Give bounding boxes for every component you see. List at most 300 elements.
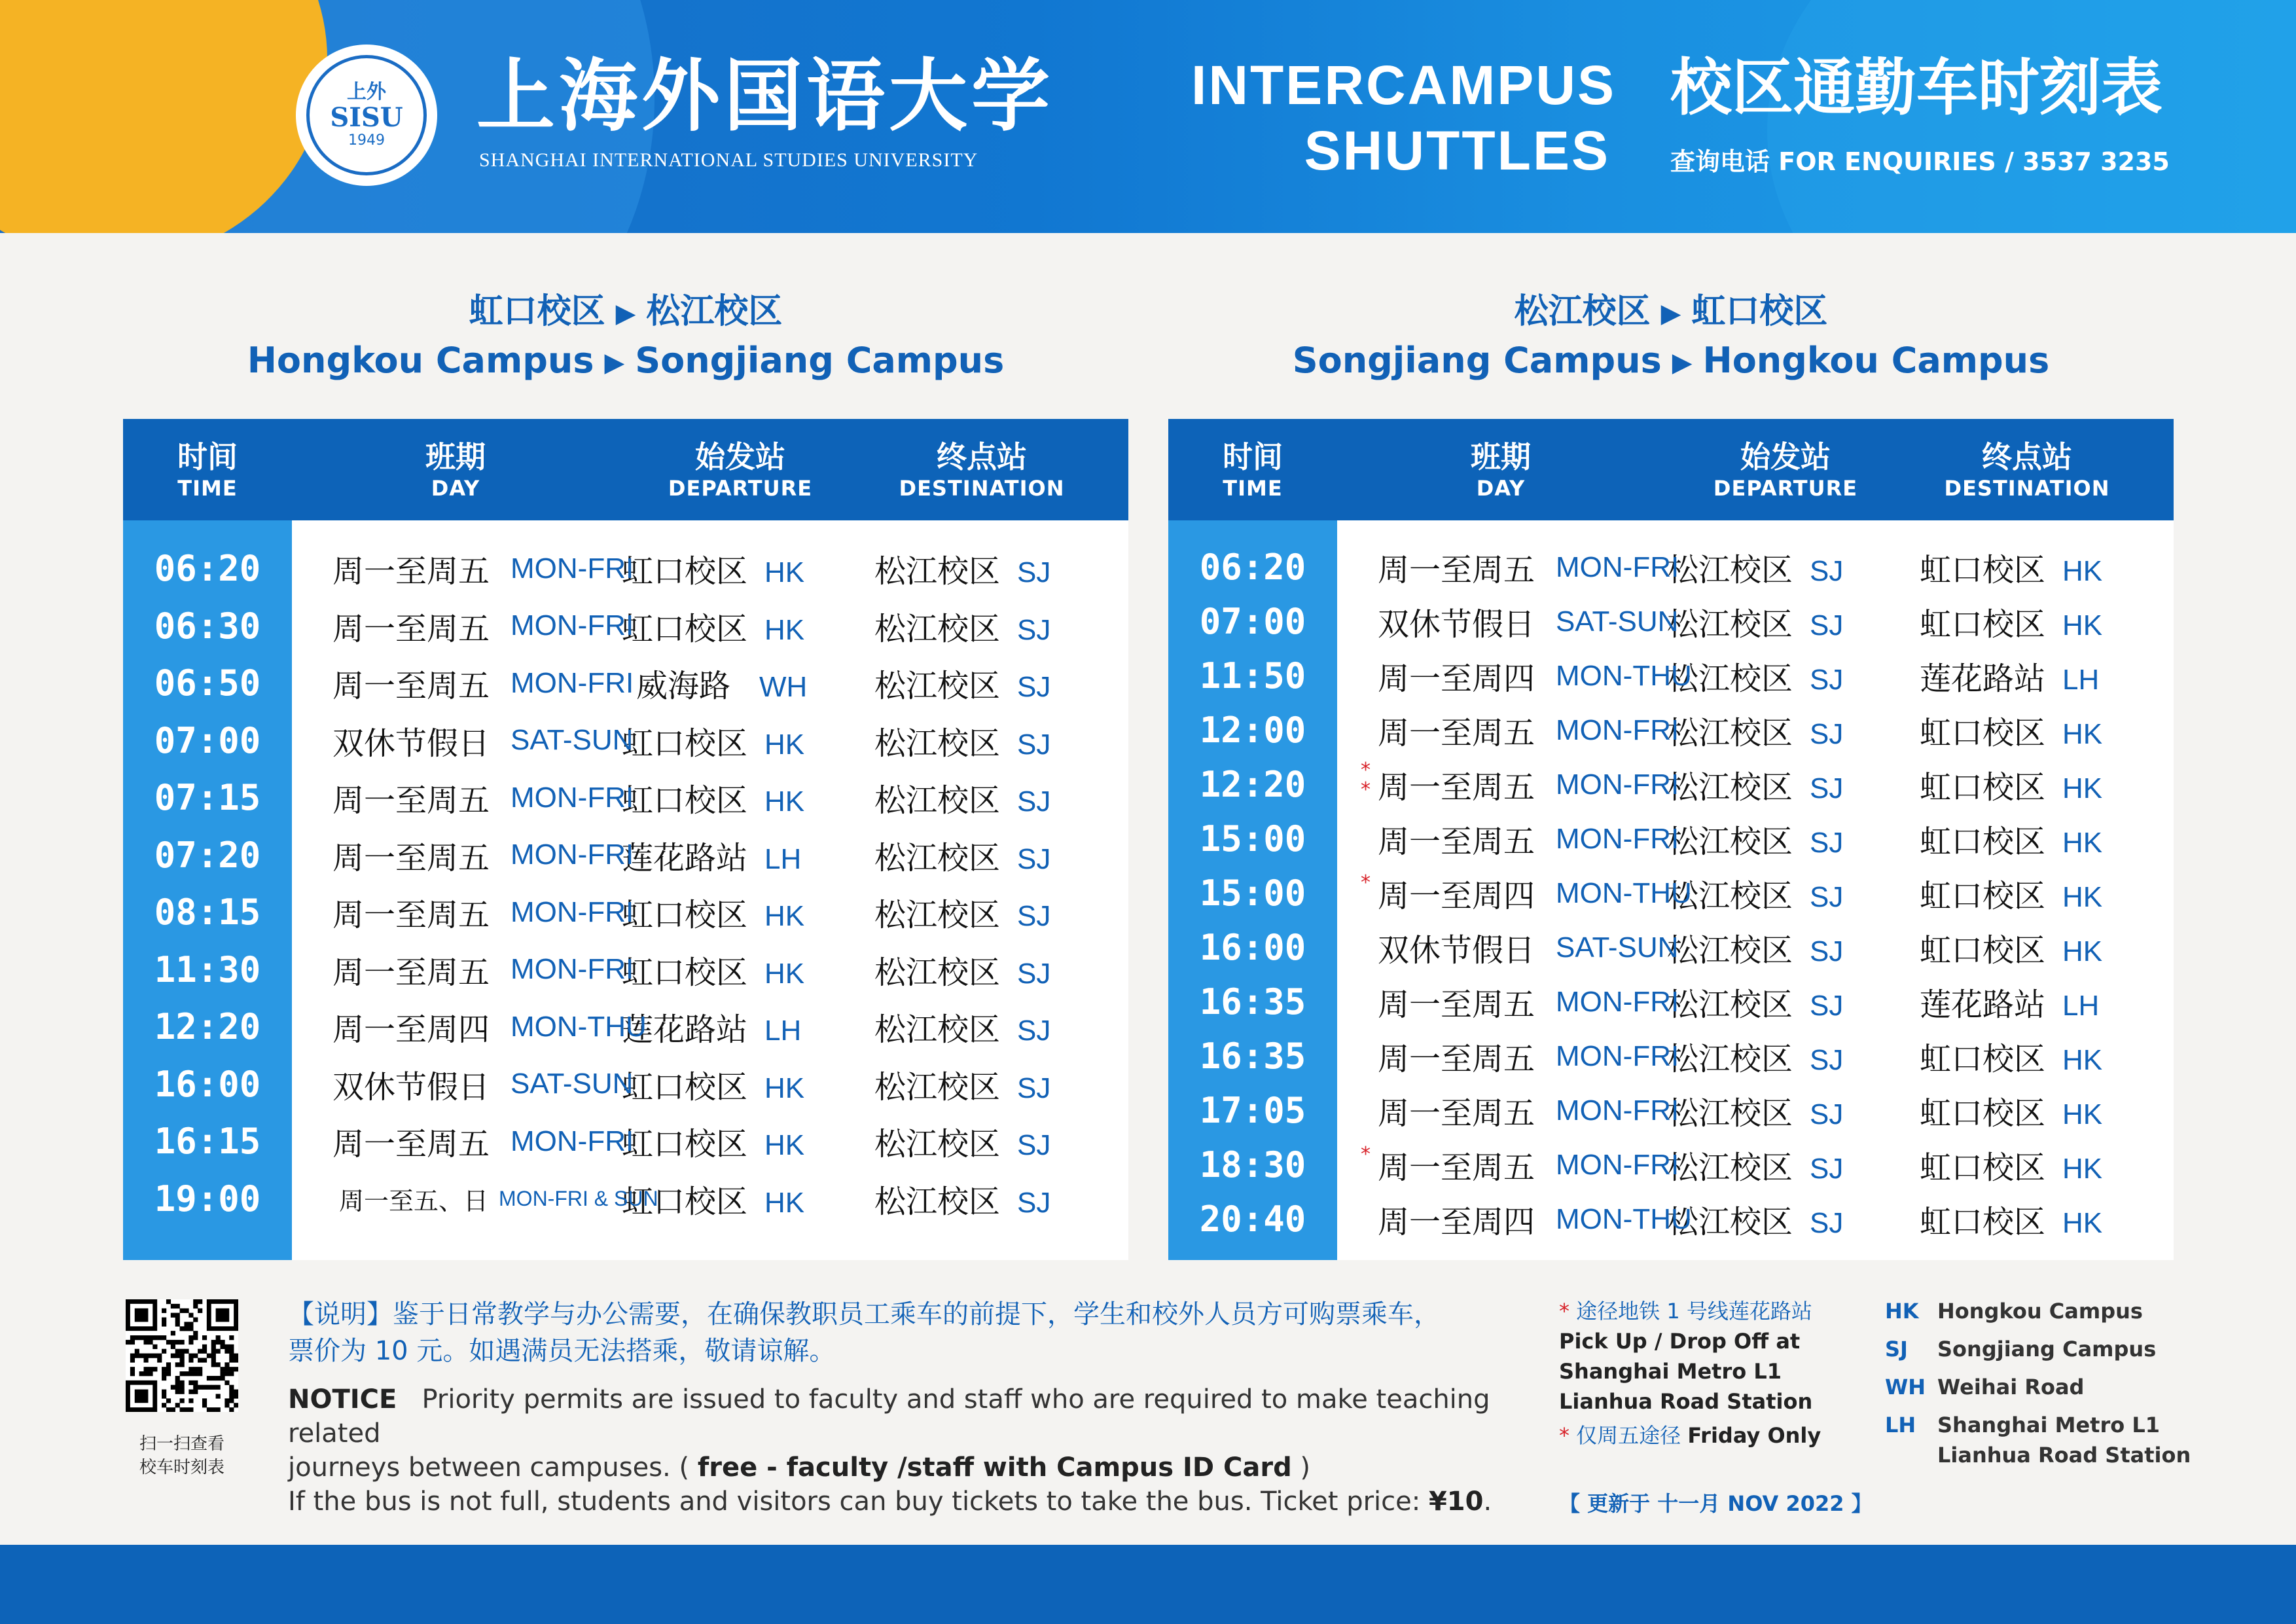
col-departure <box>619 419 861 520</box>
route-right-from-cn: 松江校区 <box>1514 292 1651 331</box>
row-time: 16:35 <box>1199 1036 1306 1077</box>
row-day-en: MON-FRI <box>1556 1094 1679 1127</box>
row-destination-code: HK <box>2062 1153 2103 1185</box>
row-destination <box>861 1062 1102 1107</box>
col-day-en: DAY <box>431 475 480 501</box>
route-left-to-cn: 松江校区 <box>646 292 783 331</box>
row-departure <box>619 833 861 878</box>
row-day-cn: 周一至周四 <box>1378 878 1535 914</box>
row-destination-cn: 虹口校区 <box>1920 1204 2046 1240</box>
row-departure-cn: 虹口校区 <box>622 1183 748 1220</box>
notice-cn-line2: 票价为 10 元。如遇满员无法搭乘，敬请谅解。 <box>288 1336 836 1366</box>
row-time: 12:20 <box>1199 764 1306 805</box>
notice-label: NOTICE <box>288 1384 397 1415</box>
row-day-en: MON-FRI <box>1556 713 1679 746</box>
row-day-cn: 周一至周五 <box>1378 1149 1535 1186</box>
col-time-en: TIME <box>177 475 238 501</box>
star-icon: * <box>1361 871 1371 894</box>
row-destination-code: HK <box>2062 1044 2103 1076</box>
table-row <box>1168 649 2174 703</box>
row-departure-cn: 莲花路站 <box>622 1011 748 1049</box>
row-day-cn: 周一至周五 <box>1378 552 1535 588</box>
row-day-cn: 周一至周五 <box>1378 823 1535 860</box>
row-day <box>1337 816 1679 861</box>
row-day-en: SAT-SUN <box>511 724 634 757</box>
row-destination-cn: 松江校区 <box>874 668 1001 705</box>
row-destination <box>861 890 1102 935</box>
row-time: 19:00 <box>154 1178 261 1219</box>
notice-cn <box>288 1296 1505 1369</box>
table-row <box>123 598 1128 655</box>
row-day-en: MON-FRI <box>511 781 634 814</box>
row-departure-cn: 虹口校区 <box>622 1126 748 1163</box>
row-departure-cn: 松江校区 <box>1667 1204 1793 1240</box>
row-departure <box>1664 653 1907 698</box>
row-departure-code: SJ <box>1810 555 1844 587</box>
notice-cn-line1: 【说明】鉴于日常教学与办公需要，在确保教职员工乘车的前提下，学生和校外人员方可购票乘车， <box>288 1299 1440 1329</box>
row-departure <box>1664 816 1907 861</box>
notice-en-line2a: journeys between campuses. ( <box>288 1453 690 1483</box>
col-time <box>123 419 292 520</box>
row-destination-code: SJ <box>1017 957 1051 990</box>
row-destination <box>861 1176 1102 1221</box>
row-time: 11:30 <box>154 948 261 990</box>
row-time: 07:20 <box>154 834 261 876</box>
table-row <box>1168 975 2174 1029</box>
route-heading-left <box>123 288 1128 386</box>
row-day-en: MON-THU <box>1556 659 1692 692</box>
row-day-en: MON-FRI <box>511 1125 634 1157</box>
double-star-icon: * <box>1559 1423 1570 1448</box>
row-day-cn: 周一至周四 <box>1378 1204 1535 1240</box>
row-time: 16:00 <box>154 1063 261 1105</box>
legend-stop-line3: Shanghai Metro L1 <box>1559 1359 1782 1384</box>
row-departure-code: HK <box>764 957 805 990</box>
row-time: 12:00 <box>1199 710 1306 751</box>
row-departure-code: HK <box>764 556 805 589</box>
row-destination <box>1907 762 2147 807</box>
row-day <box>1337 1034 1679 1079</box>
legend-friday-cn: 仅周五途径 <box>1576 1423 1681 1448</box>
row-day-en: MON-FRI <box>1556 1039 1679 1072</box>
row-day-en: MON-FRI & SUN <box>499 1186 658 1210</box>
row-destination <box>1907 653 2147 698</box>
row-day <box>1337 545 1679 590</box>
col-day-cn: 班期 <box>1471 439 1531 475</box>
row-destination <box>1907 925 2147 970</box>
row-day-en: SAT-SUN <box>511 1068 634 1100</box>
row-time: 07:00 <box>1199 601 1306 642</box>
row-destination <box>1907 708 2147 753</box>
table-row <box>123 1170 1128 1228</box>
row-departure <box>1664 871 1907 916</box>
row-day-cn: 周一至周五 <box>332 553 490 590</box>
row-departure-cn: 莲花路站 <box>622 839 748 876</box>
table-row <box>1168 703 2174 757</box>
row-day-en: MON-THU <box>511 1010 647 1043</box>
row-time: 16:35 <box>1199 981 1306 1022</box>
row-day-en: MON-THU <box>1556 876 1692 909</box>
col-departure-cn: 始发站 <box>695 439 785 475</box>
row-departure-cn: 虹口校区 <box>622 954 748 991</box>
row-time: 08:15 <box>154 892 261 933</box>
row-time: 06:20 <box>154 548 261 590</box>
row-departure-code: HK <box>764 1129 805 1162</box>
row-destination <box>1907 871 2147 916</box>
row-departure <box>619 604 861 649</box>
row-day <box>292 1119 634 1164</box>
legend-code-item <box>1885 1410 2251 1470</box>
row-departure-code: LH <box>764 1015 802 1047</box>
row-departure <box>619 546 861 591</box>
row-day-cn: 周一至周五 <box>332 839 490 876</box>
row-departure-cn: 松江校区 <box>1667 606 1793 643</box>
row-departure <box>619 947 861 992</box>
row-day-cn: 周一至周五 <box>332 954 490 991</box>
notice-en-price: ¥10 <box>1428 1487 1484 1517</box>
table-header <box>1168 419 2174 520</box>
row-destination-code: HK <box>2062 1207 2103 1239</box>
table-row <box>123 769 1128 827</box>
row-destination-cn: 虹口校区 <box>1920 552 2046 588</box>
row-time: 16:15 <box>154 1121 261 1163</box>
table-row <box>1168 540 2174 594</box>
seal-text-top: 上外 <box>347 81 386 103</box>
notice-en-line2c: ) <box>1300 1453 1311 1483</box>
row-departure-cn: 虹口校区 <box>622 553 748 590</box>
row-destination <box>1907 1142 2147 1187</box>
row-destination-code: SJ <box>1017 1015 1051 1047</box>
row-day <box>1337 1088 1679 1133</box>
table-row <box>123 998 1128 1056</box>
updated-date: 【 更新于 十一月 NOV 2022 】 <box>1559 1491 1873 1516</box>
route-right-to-en: Hongkou Campus <box>1702 340 2050 381</box>
table-row <box>1168 1138 2174 1192</box>
table-body <box>1168 540 2174 1246</box>
arrow-icon: ▶ <box>604 348 625 378</box>
arrow-icon: ▶ <box>1660 298 1681 329</box>
notice-en-line3a: If the bus is not full, students and visitors can buy tickets to take the bus. Ticket price: <box>288 1487 1429 1517</box>
row-departure-code: SJ <box>1810 1207 1844 1239</box>
row-destination-cn: 虹口校区 <box>1920 769 2046 806</box>
row-day-cn: 双休节假日 <box>1378 932 1535 969</box>
col-time-en: TIME <box>1223 475 1283 501</box>
row-departure-code: HK <box>764 1072 805 1104</box>
notice-en <box>288 1382 1505 1519</box>
enquiry-phone: 查询电话 FOR ENQUIRIES / 3537 3235 <box>1670 147 2170 176</box>
row-departure-code: SJ <box>1810 609 1844 641</box>
route-left-to-en: Songjiang Campus <box>635 340 1005 381</box>
row-day-cn: 周一至周五 <box>1378 1095 1535 1132</box>
table-row <box>1168 594 2174 649</box>
row-destination-cn: 松江校区 <box>874 954 1001 991</box>
row-day-cn: 周一至五、日 <box>339 1186 489 1216</box>
row-day-en: MON-FRI <box>511 552 634 585</box>
row-day-cn: 周一至周五 <box>332 782 490 820</box>
row-day-cn: 周一至周五 <box>332 668 490 705</box>
legend-code-name: Shanghai Metro L1 <box>1937 1413 2160 1437</box>
arrow-icon: ▶ <box>1672 348 1693 378</box>
row-destination <box>861 1119 1102 1164</box>
row-departure-code: SJ <box>1810 881 1844 913</box>
row-destination <box>861 546 1102 591</box>
row-day-en: SAT-SUN <box>1556 931 1679 964</box>
table-row <box>123 884 1128 941</box>
header-banner <box>0 0 2296 233</box>
row-departure-cn: 松江校区 <box>1667 878 1793 914</box>
row-destination-cn: 松江校区 <box>874 1183 1001 1220</box>
col-time-cn: 时间 <box>1223 439 1283 475</box>
row-day-en: SAT-SUN <box>1556 605 1679 638</box>
row-departure <box>619 1062 861 1107</box>
col-day-en: DAY <box>1476 475 1526 501</box>
row-departure <box>1664 979 1907 1024</box>
row-destination-code: HK <box>2062 772 2103 804</box>
qr-caption-line1: 扫一扫查看 <box>139 1434 224 1454</box>
timetable-songjiang-to-hongkou <box>1168 419 2174 1260</box>
table-header <box>123 419 1128 520</box>
double-star-icon: * * <box>1361 759 1371 801</box>
row-destination-code: SJ <box>1017 1129 1051 1162</box>
row-destination <box>1907 545 2147 590</box>
row-departure-cn: 松江校区 <box>1667 932 1793 969</box>
row-departure <box>619 775 861 820</box>
notice-en-line2b: free - faculty /staff with Campus ID Card <box>697 1453 1292 1483</box>
table-row <box>123 941 1128 999</box>
row-day-cn: 周一至周五 <box>1378 715 1535 751</box>
col-time-cn: 时间 <box>177 439 238 475</box>
row-departure-code: SJ <box>1810 935 1844 967</box>
row-destination-code: SJ <box>1017 842 1051 875</box>
row-departure-cn: 威海路 <box>636 668 731 705</box>
table-row <box>123 540 1128 598</box>
row-day-cn: 双休节假日 <box>1378 606 1535 643</box>
legend-friday-en: Friday Only <box>1687 1423 1821 1448</box>
row-departure <box>619 1119 861 1164</box>
table-row <box>1168 1192 2174 1246</box>
col-destination-en: DESTINATION <box>899 475 1065 501</box>
row-destination-cn: 虹口校区 <box>1920 878 2046 914</box>
row-day <box>292 833 634 878</box>
row-time: 07:15 <box>154 777 261 819</box>
arrow-icon: ▶ <box>615 298 636 329</box>
star-icon: * <box>1361 1143 1371 1166</box>
row-destination-code: HK <box>2062 555 2103 587</box>
timetable-hongkou-to-songjiang <box>123 419 1128 1260</box>
row-time: 18:30 <box>1199 1144 1306 1185</box>
row-day <box>1337 1142 1679 1187</box>
row-departure-code: HK <box>764 728 805 761</box>
row-time: 06:30 <box>154 605 261 647</box>
legend-code-item <box>1885 1334 2251 1364</box>
row-day <box>1337 979 1679 1024</box>
row-time: 12:20 <box>154 1006 261 1048</box>
row-departure-cn: 松江校区 <box>1667 1041 1793 1077</box>
table-row <box>123 827 1128 884</box>
row-day <box>292 947 634 992</box>
row-departure <box>619 1004 861 1049</box>
legend-code-item <box>1885 1296 2251 1326</box>
row-destination-code: HK <box>2062 881 2103 913</box>
row-destination <box>1907 816 2147 861</box>
row-destination-code: SJ <box>1017 671 1051 704</box>
row-time: 06:50 <box>154 662 261 704</box>
legend-stop-line1: 途径地铁 1 号线莲花路站 <box>1576 1299 1812 1324</box>
row-destination-cn: 虹口校区 <box>1920 1041 2046 1077</box>
row-day-cn: 周一至周五 <box>1378 769 1535 806</box>
route-left-from-en: Hongkou Campus <box>247 340 594 381</box>
row-departure-code: WH <box>759 671 808 704</box>
row-destination <box>861 604 1102 649</box>
page-title-en <box>1191 52 1617 183</box>
row-destination <box>1907 979 2147 1024</box>
page-title-cn: 校区通勤车时刻表 <box>1670 52 2163 124</box>
page-title-en-line2: SHUTTLES <box>1304 120 1610 181</box>
row-departure <box>619 660 861 706</box>
row-day-en: MON-FRI <box>1556 1148 1679 1181</box>
row-destination-cn: 虹口校区 <box>1920 606 2046 643</box>
row-time: 06:20 <box>1199 547 1306 588</box>
table-row <box>1168 757 2174 812</box>
table-row <box>1168 866 2174 920</box>
row-destination-cn: 虹口校区 <box>1920 1095 2046 1132</box>
row-destination <box>1907 1034 2147 1079</box>
row-day-en: MON-FRI <box>511 895 634 928</box>
row-departure-code: HK <box>764 1186 805 1219</box>
route-left-from-cn: 虹口校区 <box>469 292 605 331</box>
row-destination-code: HK <box>2062 609 2103 641</box>
row-departure-code: SJ <box>1810 1153 1844 1185</box>
row-departure-code: HK <box>764 900 805 933</box>
row-day <box>292 718 634 763</box>
qr-code[interactable] <box>126 1299 238 1412</box>
row-departure-code: SJ <box>1810 718 1844 750</box>
row-day <box>292 546 634 591</box>
table-row <box>123 1056 1128 1113</box>
row-destination-cn: 莲花路站 <box>1920 660 2046 697</box>
col-day <box>1337 419 1664 520</box>
row-day-cn: 周一至周四 <box>332 1011 490 1049</box>
row-day <box>1337 653 1692 698</box>
row-day-en: MON-FRI <box>511 666 634 699</box>
row-destination-cn: 松江校区 <box>874 1011 1001 1049</box>
row-destination-cn: 松江校区 <box>874 610 1001 647</box>
row-time: 15:00 <box>1199 873 1306 914</box>
row-destination-cn: 松江校区 <box>874 725 1001 762</box>
legend-code: LH <box>1885 1413 1916 1437</box>
col-day <box>292 419 619 520</box>
row-departure-cn: 虹口校区 <box>622 897 748 934</box>
row-departure-code: SJ <box>1810 772 1844 804</box>
row-departure-cn: 虹口校区 <box>622 610 748 647</box>
row-day-cn: 周一至周五 <box>332 610 490 647</box>
row-day-cn: 双休节假日 <box>332 1068 490 1106</box>
row-destination <box>1907 1197 2147 1242</box>
seal-year: 1949 <box>348 132 385 149</box>
row-departure-cn: 松江校区 <box>1667 715 1793 751</box>
row-departure <box>619 718 861 763</box>
col-departure <box>1664 419 1907 520</box>
row-day-en: MON-FRI <box>1556 822 1679 855</box>
seal-text-mid: SISU <box>330 102 403 133</box>
row-day-en: MON-FRI <box>511 839 634 871</box>
row-destination-code: SJ <box>1017 1186 1051 1219</box>
route-right-from-en: Songjiang Campus <box>1292 340 1662 381</box>
row-destination-cn: 虹口校区 <box>1920 932 2046 969</box>
row-time: 07:00 <box>154 719 261 761</box>
row-day-en: MON-FRI <box>511 609 634 642</box>
table-body <box>123 540 1128 1227</box>
row-day <box>292 660 634 706</box>
row-destination <box>1907 1088 2147 1133</box>
row-day-en: MON-THU <box>1556 1202 1692 1235</box>
col-destination <box>1907 419 2147 520</box>
row-day <box>1337 599 1679 644</box>
legend-code-name: Weihai Road <box>1937 1375 2085 1399</box>
row-departure-cn: 松江校区 <box>1667 823 1793 860</box>
row-destination <box>1907 599 2147 644</box>
row-time: 16:00 <box>1199 927 1306 968</box>
row-day-en: MON-FRI <box>1556 985 1679 1018</box>
col-departure-en: DEPARTURE <box>668 475 813 501</box>
row-departure-code: SJ <box>1810 664 1844 696</box>
row-departure-code: SJ <box>1810 990 1844 1022</box>
row-departure <box>1664 1142 1907 1187</box>
row-departure <box>1664 708 1907 753</box>
route-right-to-cn: 虹口校区 <box>1691 292 1828 331</box>
row-departure <box>1664 1034 1907 1079</box>
row-destination <box>861 775 1102 820</box>
row-destination-code: SJ <box>1017 785 1051 818</box>
row-destination-cn: 虹口校区 <box>1920 823 2046 860</box>
row-destination-cn: 松江校区 <box>874 897 1001 934</box>
table-row <box>123 655 1128 712</box>
row-destination-cn: 松江校区 <box>874 782 1001 820</box>
col-departure-cn: 始发站 <box>1740 439 1831 475</box>
row-day <box>292 775 634 820</box>
row-departure-code: SJ <box>1810 1044 1844 1076</box>
row-day <box>292 890 634 935</box>
row-destination-cn: 松江校区 <box>874 839 1001 876</box>
row-destination <box>861 833 1102 878</box>
star-icon: * <box>1559 1299 1570 1324</box>
footer-band <box>0 1545 2296 1624</box>
row-departure-code: SJ <box>1810 1098 1844 1130</box>
row-departure <box>619 890 861 935</box>
table-row <box>1168 1083 2174 1138</box>
row-departure-code: LH <box>764 842 802 875</box>
legend-code-name: Songjiang Campus <box>1937 1337 2157 1362</box>
row-day <box>292 1004 647 1049</box>
row-departure <box>1664 1088 1907 1133</box>
row-day <box>1337 708 1679 753</box>
qr-caption <box>115 1432 249 1479</box>
row-departure-cn: 松江校区 <box>1667 1095 1793 1132</box>
qr-caption-line2: 校车时刻表 <box>139 1458 224 1477</box>
row-day <box>1337 759 1679 807</box>
row-departure <box>1664 545 1907 590</box>
row-destination-cn: 松江校区 <box>874 553 1001 590</box>
row-departure-code: HK <box>764 785 805 818</box>
col-destination-cn: 终点站 <box>937 439 1027 475</box>
legend-code: HK <box>1885 1299 1919 1324</box>
row-day-cn: 周一至周五 <box>1378 1041 1535 1077</box>
row-day <box>1337 1197 1692 1242</box>
row-destination-code: SJ <box>1017 900 1051 933</box>
table-row <box>1168 1029 2174 1083</box>
university-name-en: SHANGHAI INTERNATIONAL STUDIES UNIVERSITY <box>479 149 978 171</box>
row-departure-cn: 虹口校区 <box>622 782 748 820</box>
